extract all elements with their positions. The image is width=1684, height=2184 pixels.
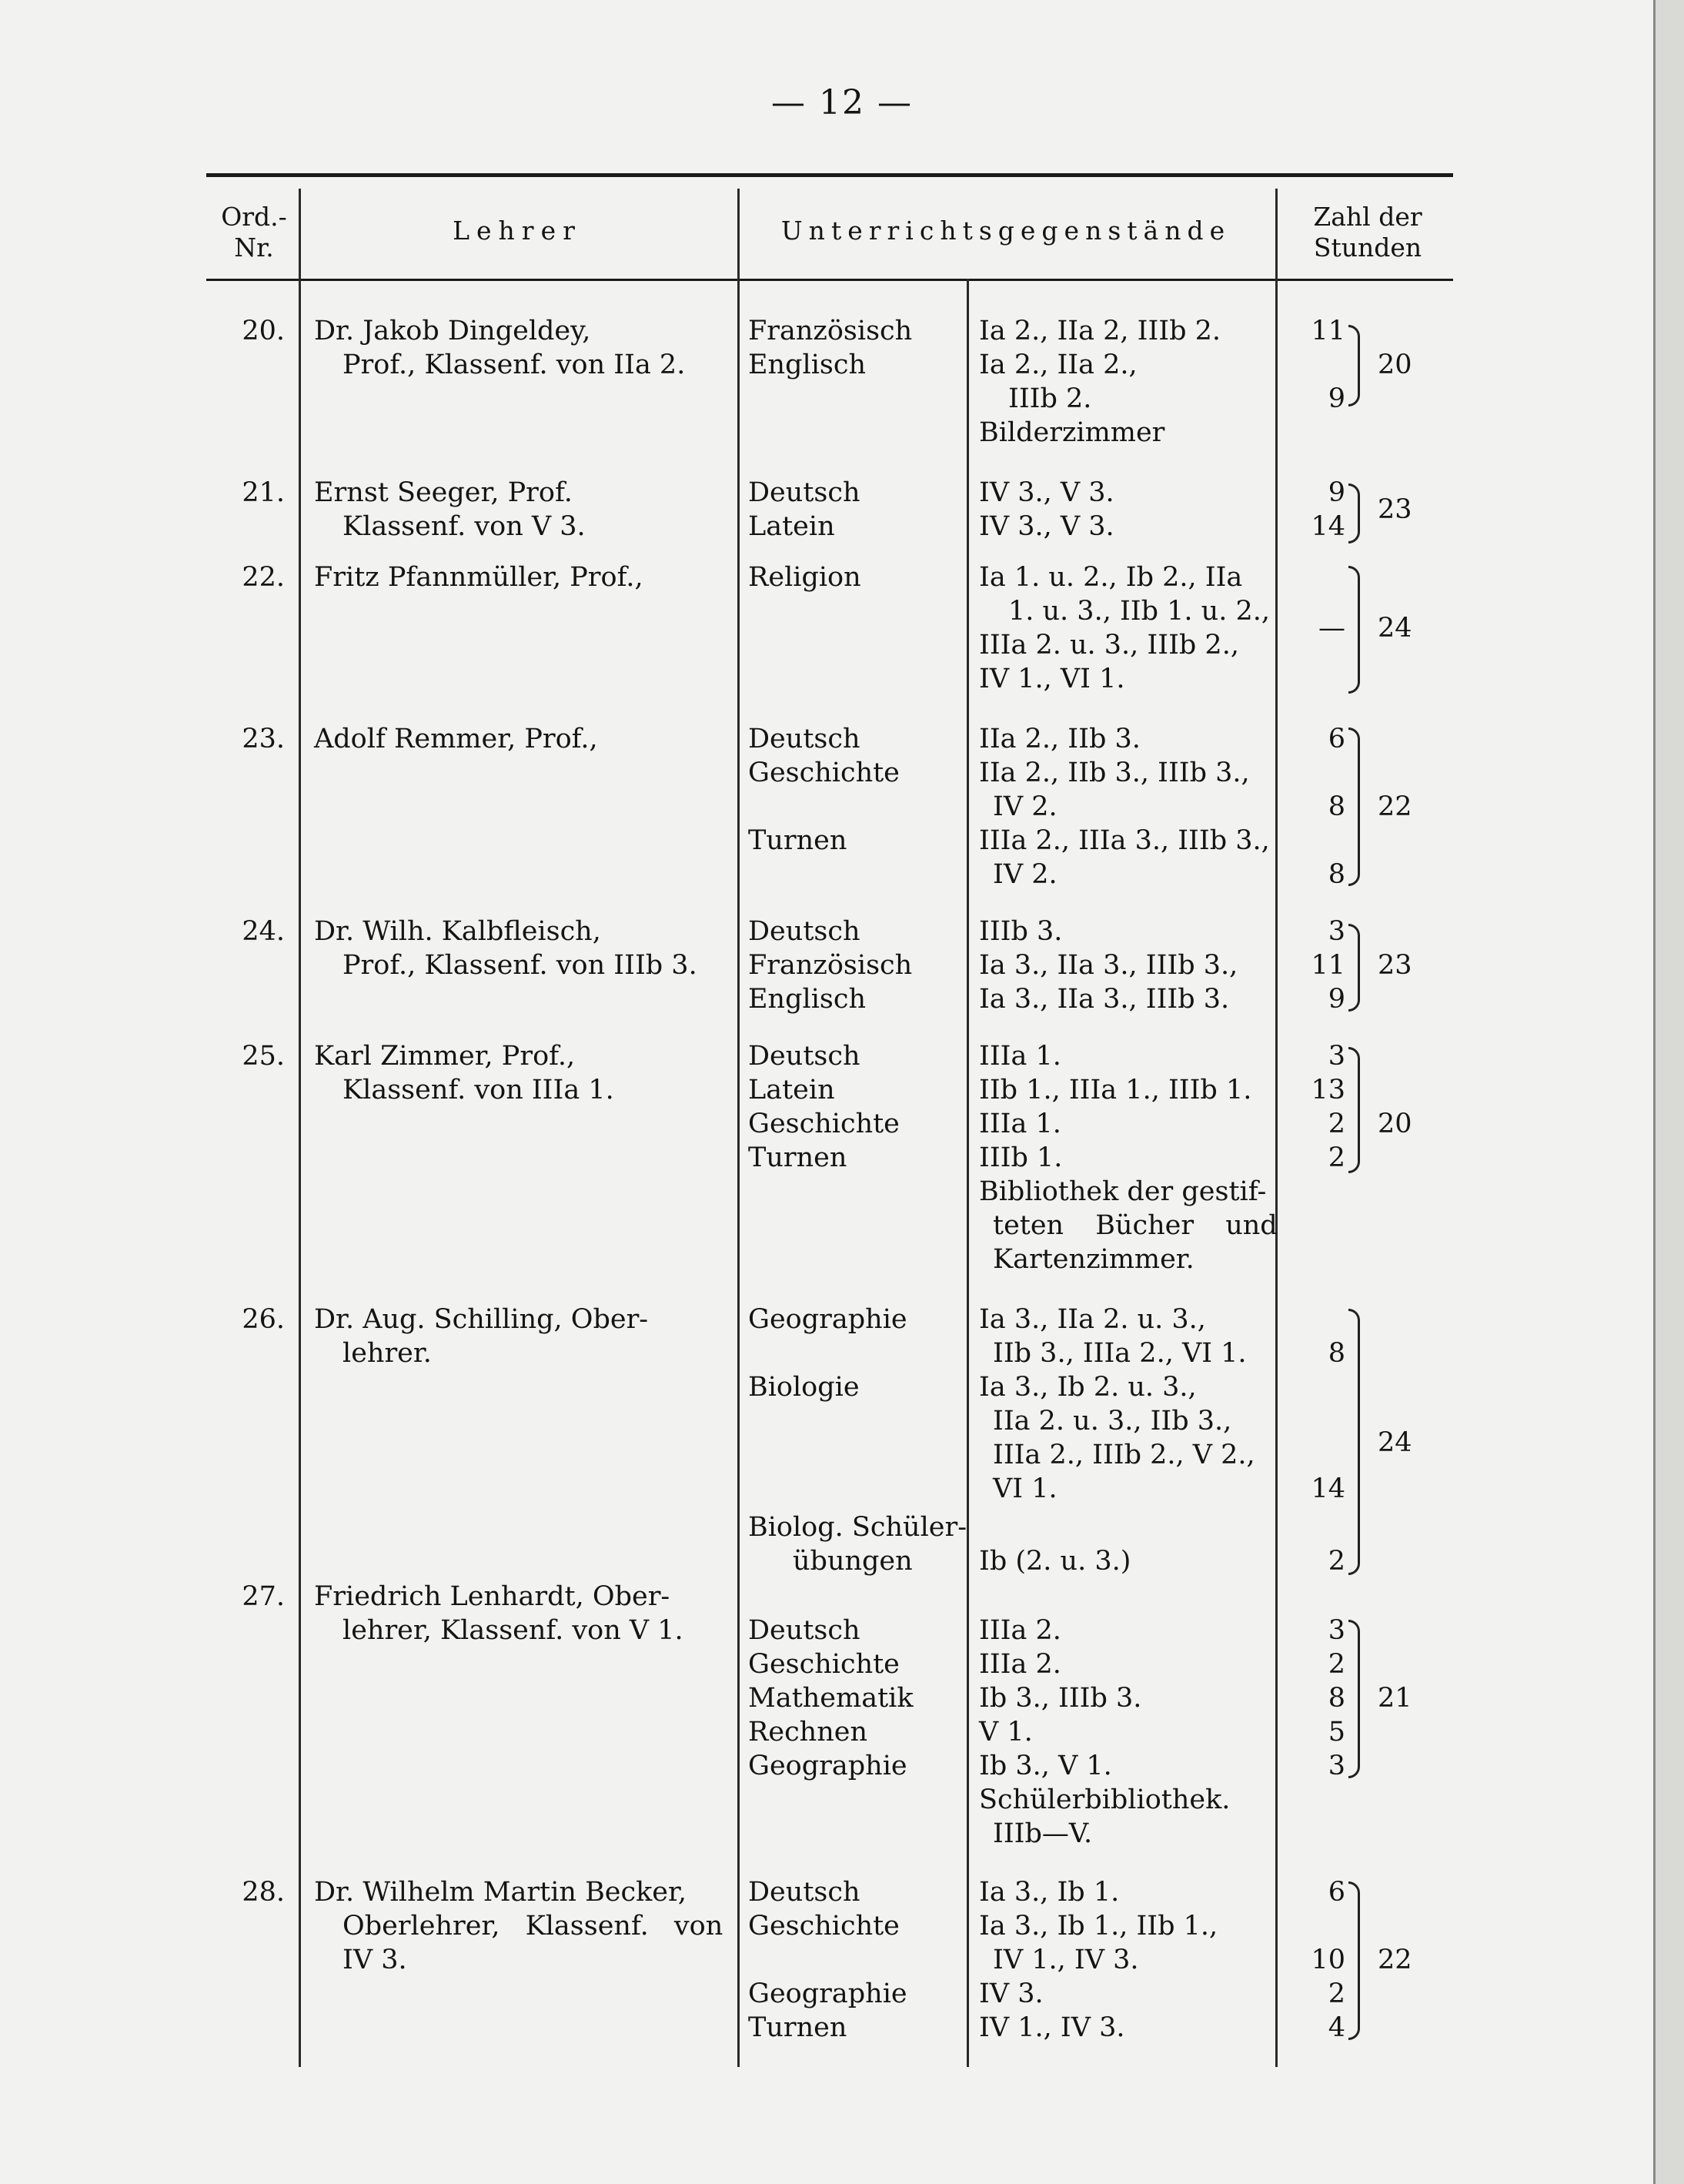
classes: IIb 1., IIIa 1., IIIb 1. <box>979 1075 1252 1105</box>
hours-total: 21 <box>1378 1683 1412 1714</box>
teacher-line: Fritz Pfannmüller, Prof., <box>314 562 643 593</box>
classes: Ia 3., IIa 3., IIIb 3., <box>979 950 1238 981</box>
hours-total: 22 <box>1378 791 1412 822</box>
subject: Turnen <box>748 825 847 856</box>
row-number: 24. <box>242 916 285 947</box>
classes: IIIa 2. u. 3., IIIb 2., <box>979 630 1239 661</box>
brace <box>1348 1047 1360 1173</box>
hours: 3 <box>1328 1751 1345 1781</box>
col-divider-3 <box>967 279 969 2067</box>
classes: IIIb—V. <box>993 1818 1093 1849</box>
brace <box>1348 1309 1360 1575</box>
classes: Ib 3., V 1. <box>979 1751 1112 1781</box>
classes: Bibliothek der gestif- <box>979 1176 1267 1207</box>
hours-total: 20 <box>1378 1109 1412 1139</box>
hours-total: 20 <box>1378 350 1412 380</box>
hours: 2 <box>1328 1649 1345 1680</box>
brace <box>1348 1881 1360 2040</box>
teacher-line: Friedrich Lenhardt, Ober- <box>314 1581 670 1612</box>
teacher-line: Dr. Jakob Dingeldey, <box>314 316 591 346</box>
subject: Englisch <box>748 350 866 380</box>
teacher-line: Klassenf. von IIIa 1. <box>342 1075 614 1105</box>
row-number: 25. <box>242 1041 285 1072</box>
subject: Deutsch <box>748 724 860 754</box>
classes: VI 1. <box>993 1473 1058 1504</box>
subject: Französisch <box>748 316 913 346</box>
hours: 8 <box>1328 791 1345 822</box>
header-nr-line2: Nr. <box>234 232 274 263</box>
classes: IIIa 2. <box>979 1649 1061 1680</box>
hours: 2 <box>1328 1142 1345 1173</box>
teacher-line: Dr. Wilhelm Martin Becker, <box>314 1877 687 1908</box>
hours-total: 24 <box>1378 613 1412 644</box>
hours: 14 <box>1311 1473 1345 1504</box>
page-edge-line <box>1653 0 1656 2184</box>
teacher-line: IV 3. <box>342 1945 407 1975</box>
subject: Geschichte <box>748 758 900 788</box>
teacher-line: Dr. Aug. Schilling, Ober- <box>314 1304 649 1335</box>
header-bottom-rule <box>206 279 1453 281</box>
subject: Deutsch <box>748 477 860 508</box>
hours: 2 <box>1328 1546 1345 1577</box>
classes: IV 1., VI 1. <box>979 664 1125 694</box>
hours: 9 <box>1328 383 1345 414</box>
classes: IV 1., IV 3. <box>993 1945 1139 1975</box>
teacher-line: Ernst Seeger, Prof. <box>314 477 573 508</box>
classes: IIIb 2. <box>1008 383 1092 414</box>
header-hours-line1: Zahl der <box>1313 202 1422 232</box>
subject: Geschichte <box>748 1649 900 1680</box>
hours: 2 <box>1328 1109 1345 1139</box>
hours: 8 <box>1328 1683 1345 1714</box>
hours: 3 <box>1328 1041 1345 1072</box>
subject: Geschichte <box>748 1109 900 1139</box>
teacher-line: Karl Zimmer, Prof., <box>314 1041 576 1072</box>
hours: 9 <box>1328 477 1345 508</box>
classes: IIIb 1. <box>979 1142 1063 1173</box>
subject: Deutsch <box>748 916 860 947</box>
classes: teten Bücher und <box>993 1210 1278 1241</box>
hours: 8 <box>1328 859 1345 890</box>
teacher-line: Oberlehrer, Klassenf. von <box>342 1911 723 1942</box>
hours: 4 <box>1328 2012 1345 2043</box>
classes: IV 3., V 3. <box>979 511 1114 542</box>
hours-total: 23 <box>1378 494 1412 525</box>
col-divider-2 <box>737 189 740 2067</box>
classes: IV 2. <box>993 791 1058 822</box>
hours-total: 24 <box>1378 1427 1412 1458</box>
classes: Ia 3., IIa 2. u. 3., <box>979 1304 1206 1335</box>
brace <box>1348 727 1360 886</box>
header-teacher: Lehrer <box>453 216 582 246</box>
subject: Geographie <box>748 1978 907 2009</box>
subject: Latein <box>748 1075 835 1105</box>
hours: 5 <box>1328 1717 1345 1748</box>
classes: Ia 3., IIa 3., IIIb 3. <box>979 984 1230 1015</box>
classes: Ib 3., IIIb 3. <box>979 1683 1142 1714</box>
header-nr <box>212 202 296 263</box>
row-number: 22. <box>242 562 285 593</box>
subject: Deutsch <box>748 1877 860 1908</box>
classes: Ia 3., Ib 2. u. 3., <box>979 1372 1197 1403</box>
teacher-line: Prof., Klassenf. von IIa 2. <box>342 350 686 380</box>
hours: 11 <box>1311 316 1345 346</box>
classes: IIa 2. u. 3., IIb 3., <box>993 1406 1232 1436</box>
classes: V 1. <box>979 1717 1033 1748</box>
classes: IIIa 2., IIIb 2., V 2., <box>993 1440 1255 1470</box>
page-edge <box>1655 0 1684 2184</box>
col-divider-1 <box>299 189 301 2067</box>
hours: 10 <box>1311 1945 1345 1975</box>
teacher-line: Klassenf. von V 3. <box>342 511 586 542</box>
header-hours <box>1279 202 1456 263</box>
subject: Deutsch <box>748 1615 860 1646</box>
teacher-line: Dr. Wilh. Kalbfleisch, <box>314 916 601 947</box>
classes: IV 3., V 3. <box>979 477 1114 508</box>
header-subjects: Unterrichtsgegenstände <box>780 216 1231 246</box>
row-number: 20. <box>242 316 285 346</box>
classes: IV 2. <box>993 859 1058 890</box>
hours: — <box>1318 613 1345 644</box>
classes: Ia 2., IIa 2., <box>979 350 1138 380</box>
classes: IIb 3., IIIa 2., VI 1. <box>993 1338 1247 1369</box>
classes: IIIa 1. <box>979 1109 1061 1139</box>
classes: IIIa 2., IIIa 3., IIIb 3., <box>979 825 1270 856</box>
subject: Biolog. Schüler- <box>748 1512 967 1543</box>
classes: Schülerbibliothek. <box>979 1784 1231 1815</box>
subject: Geschichte <box>748 1911 900 1942</box>
brace <box>1348 566 1360 694</box>
classes: IV 3. <box>979 1978 1044 2009</box>
col-divider-4 <box>1275 189 1278 2067</box>
hours: 2 <box>1328 1978 1345 2009</box>
teacher-line: lehrer. <box>342 1338 432 1369</box>
subject: Turnen <box>748 1142 847 1173</box>
brace <box>1348 1620 1360 1778</box>
teacher-line: Adolf Remmer, Prof., <box>314 724 598 754</box>
subject: Französisch <box>748 950 913 981</box>
classes: IIa 2., IIb 3. <box>979 724 1141 754</box>
hours: 13 <box>1311 1075 1345 1105</box>
subject: Latein <box>748 511 835 542</box>
classes: Ia 2., IIa 2, IIIb 2. <box>979 316 1221 346</box>
brace <box>1348 483 1360 543</box>
subject: Religion <box>748 562 861 593</box>
header-hours-line2: Stunden <box>1313 232 1422 263</box>
hours: 8 <box>1328 1338 1345 1369</box>
classes: IIIa 1. <box>979 1041 1061 1072</box>
subject: Rechnen <box>748 1717 868 1748</box>
subject: Geographie <box>748 1751 907 1781</box>
classes: IIIa 2. <box>979 1615 1061 1646</box>
subject: Mathematik <box>748 1683 914 1714</box>
page-number: — 12 — <box>771 83 913 122</box>
teacher-line: Prof., Klassenf. von IIIb 3. <box>342 950 697 981</box>
subject: Englisch <box>748 984 866 1015</box>
hours-total: 23 <box>1378 950 1412 981</box>
header-nr-line1: Ord.- <box>221 202 287 232</box>
classes: 1. u. 3., IIb 1. u. 2., <box>1008 596 1270 627</box>
classes: Ib (2. u. 3.) <box>979 1546 1131 1577</box>
table-top-rule <box>206 173 1453 177</box>
subject: Deutsch <box>748 1041 860 1072</box>
hours-total: 22 <box>1378 1945 1412 1975</box>
brace <box>1348 924 1360 1012</box>
classes: Ia 1. u. 2., Ib 2., IIa <box>979 562 1243 593</box>
row-number: 28. <box>242 1877 285 1908</box>
brace <box>1348 325 1360 406</box>
classes: Bilderzimmer <box>979 417 1165 448</box>
hours: 6 <box>1328 1877 1345 1908</box>
row-number: 26. <box>242 1304 285 1335</box>
hours: 6 <box>1328 724 1345 754</box>
hours: 3 <box>1328 916 1345 947</box>
hours: 14 <box>1311 511 1345 542</box>
classes: Ia 3., Ib 1. <box>979 1877 1120 1908</box>
classes: IIa 2., IIb 3., IIIb 3., <box>979 758 1250 788</box>
hours: 3 <box>1328 1615 1345 1646</box>
subject: Geographie <box>748 1304 907 1335</box>
classes: IIIb 3. <box>979 916 1063 947</box>
classes: Ia 3., Ib 1., IIb 1., <box>979 1911 1218 1942</box>
teacher-line: lehrer, Klassenf. von V 1. <box>342 1615 683 1646</box>
row-number: 23. <box>242 724 285 754</box>
classes: Kartenzimmer. <box>993 1244 1195 1275</box>
classes: IV 1., IV 3. <box>979 2012 1125 2043</box>
subject: Turnen <box>748 2012 847 2043</box>
subject: übungen <box>793 1546 913 1577</box>
row-number: 21. <box>242 477 285 508</box>
subject: Biologie <box>748 1372 860 1403</box>
row-number: 27. <box>242 1581 285 1612</box>
hours: 9 <box>1328 984 1345 1015</box>
hours: 11 <box>1311 950 1345 981</box>
